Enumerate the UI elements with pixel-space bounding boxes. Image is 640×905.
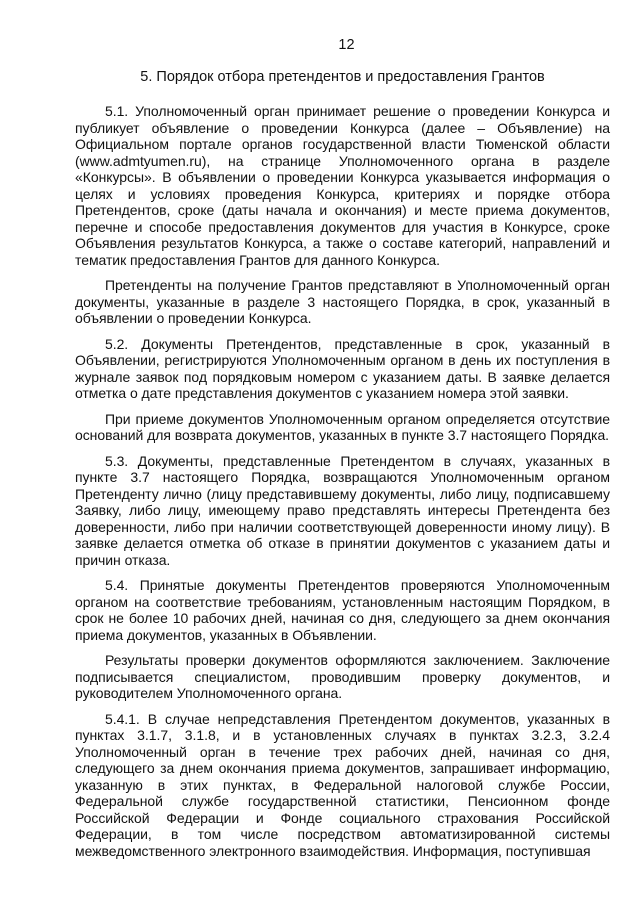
page-number: 12 xyxy=(338,37,355,53)
section-title: 5. Порядок отбора претендентов и предоставления Грантов xyxy=(140,69,545,85)
paragraph-5-3: 5.3. Документы, представленные Претендентом в случаях, указанных в пункте 3.7 настоящего Порядка, возвращаются Уполномоченным органом Претенденту лично (лицу представившему документы, либо лицу, подписавшему Заявку, либо лицу, имеющему право представлять интересы Претендента без доверенности, либо при наличии соответствующей доверенности иному лицу). В заявке делается отметка об отказе в принятии документов с указанием даты и причин отказа. xyxy=(75,452,610,568)
paragraph-5-4-1: 5.4.1. В случае непредставления Претендентом документов, указанных в пунктах 3.1.7, 3.1.8, и в установленных случаях в пунктах 3.2.3, 3.2.4 Уполномоченный орган в течение трех рабочих дней, начиная со дня, следующего за днем окончания приема документов, запрашивает информацию, указанную в этих пунктах, в Федеральной налоговой службе России, Федеральной службе государственной статистики, Пенсионном фонде Российской Федерации и Фонде социального страхования Российской Федерации, в том числе посредством автоматизированной системы межведомственного электронного взаимодействия. Информация, поступившая xyxy=(75,710,610,859)
paragraph-document-acceptance: При приеме документов Уполномоченным органом определяется отсутствие оснований для возврата документов, указанных в пункте 3.7 настоящего Порядка. xyxy=(75,410,610,443)
paragraph-5-4: 5.4. Принятые документы Претендентов проверяются Уполномоченным органом на соответствие требованиям, установленным настоящим Порядком, в срок не более 10 рабочих дней, начиная со дня, следующего за днем окончания приема документов, указанных в Объявлении. xyxy=(75,577,610,643)
paragraph-5-1: 5.1. Уполномоченный орган принимает решение о проведении Конкурса и публикует объявление о проведении Конкурса (далее – Объявление) на Официальном портале органов государственной власти Тюменской области (www.admtyumen.ru), на странице Уполномоченного органа в разделе «Конкурсы». В объявлении о проведении Конкурса указывается информация о целях и условиях проведения Конкурса, критериях и порядке отбора Претендентов, сроке (даты начала и окончания) и месте приема документов, перечне и способе предоставления документов для участия в Конкурсе, сроке Объявления результатов Конкурса, а также о составе категорий, направлений и тематик предоставления Грантов для данного Конкурса. xyxy=(75,103,610,268)
paragraph-5-2: 5.2. Документы Претендентов, представленные в срок, указанный в Объявлении, регистрируются Уполномоченным органом в день их поступления в журнале заявок под порядковым номером с указанием даты. В заявке делается отметка о дате представления документов с указанием номера этой заявки. xyxy=(75,335,610,401)
paragraph-applicants-submit: Претенденты на получение Грантов представляют в Уполномоченный орган документы, указанные в разделе 3 настоящего Порядка, в срок, указанный в объявлении о проведении Конкурса. xyxy=(75,277,610,326)
paragraph-check-results: Результаты проверки документов оформляются заключением. Заключение подписывается специалистом, проводившим проверку документов, и руководителем Уполномоченного органа. xyxy=(75,652,610,701)
